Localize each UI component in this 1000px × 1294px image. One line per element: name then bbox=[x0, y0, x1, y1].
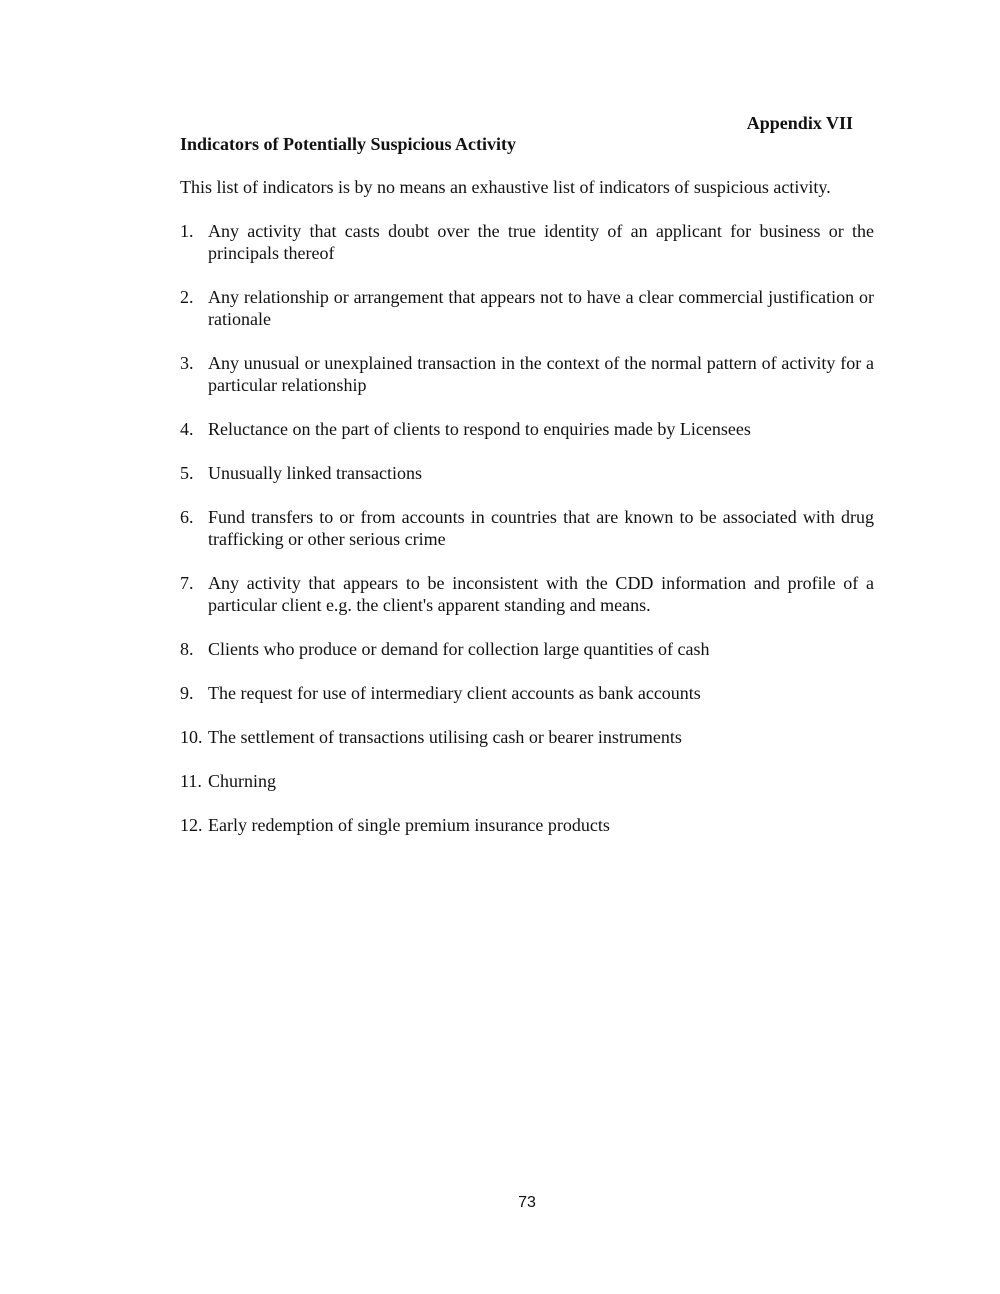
item-number: 1. bbox=[180, 221, 194, 241]
list-item bbox=[180, 572, 874, 616]
page-title: Indicators of Potentially Suspicious Activity bbox=[180, 134, 517, 154]
item-text: Any unusual or unexplained transaction in the context of the normal pattern of activity for a particular relationship bbox=[208, 353, 874, 395]
list-item bbox=[180, 220, 874, 264]
intro-paragraph: This list of indicators is by no means an exhaustive list of indicators of suspicious activity. bbox=[180, 177, 831, 197]
list-item bbox=[180, 352, 874, 396]
list-item bbox=[180, 770, 874, 792]
item-number: 9. bbox=[180, 683, 194, 703]
item-number: 5. bbox=[180, 463, 194, 483]
indicator-list bbox=[180, 220, 874, 858]
item-text: Churning bbox=[208, 771, 277, 791]
item-number: 2. bbox=[180, 287, 194, 307]
list-item bbox=[180, 814, 874, 836]
item-text: Any relationship or arrangement that appears not to have a clear commercial justification or rationale bbox=[208, 287, 874, 329]
list-item bbox=[180, 726, 874, 748]
item-number: 11. bbox=[180, 771, 202, 791]
item-number: 12. bbox=[180, 815, 203, 835]
item-number: 3. bbox=[180, 353, 194, 373]
item-text: The settlement of transactions utilising cash or bearer instruments bbox=[208, 727, 682, 747]
item-text: Unusually linked transactions bbox=[208, 463, 422, 483]
item-text: Reluctance on the part of clients to respond to enquiries made by Licensees bbox=[208, 419, 751, 439]
item-text: Early redemption of single premium insurance products bbox=[208, 815, 610, 835]
list-item bbox=[180, 638, 874, 660]
item-text: Any activity that appears to be inconsistent with the CDD information and profile of a particular client e.g. the client's apparent standing and means. bbox=[208, 573, 874, 615]
item-number: 7. bbox=[180, 573, 194, 593]
list-item bbox=[180, 462, 874, 484]
item-number: 6. bbox=[180, 507, 194, 527]
item-text: Any activity that casts doubt over the true identity of an applicant for business or the principals thereof bbox=[208, 221, 874, 263]
list-item bbox=[180, 286, 874, 330]
list-item bbox=[180, 682, 874, 704]
item-number: 10. bbox=[180, 727, 203, 747]
item-number: 8. bbox=[180, 639, 194, 659]
item-text: Fund transfers to or from accounts in countries that are known to be associated with drug trafficking or other serious crime bbox=[208, 507, 874, 549]
list-item bbox=[180, 506, 874, 550]
item-number: 4. bbox=[180, 419, 194, 439]
page-number: 73 bbox=[518, 1194, 536, 1211]
list-item bbox=[180, 418, 874, 440]
appendix-label: Appendix VII bbox=[746, 113, 853, 133]
item-text: The request for use of intermediary client accounts as bank accounts bbox=[208, 683, 701, 703]
item-text: Clients who produce or demand for collection large quantities of cash bbox=[208, 639, 710, 659]
